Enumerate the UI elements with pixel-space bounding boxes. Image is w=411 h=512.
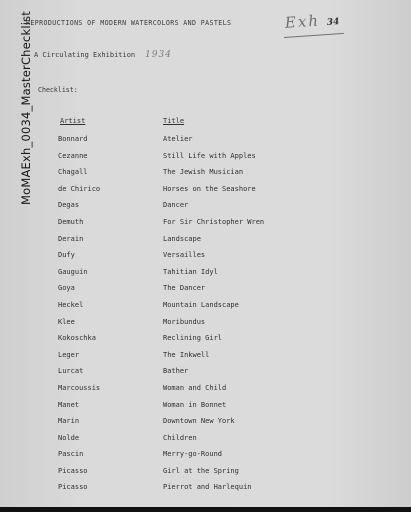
work-title: Horses on the Seashore [163, 184, 256, 193]
checklist-row [0, 301, 411, 318]
artist-name: Nolde [58, 433, 80, 442]
work-title: Downtown New York [163, 417, 235, 426]
checklist-row [0, 251, 411, 268]
work-title: Landscape [163, 234, 201, 243]
work-title: Bather [163, 367, 189, 376]
work-title: Still Life with Apples [163, 151, 256, 160]
artist-name: Dufy [58, 251, 75, 260]
checklist-row [0, 351, 411, 368]
handwritten-year: 1934 [145, 50, 172, 60]
artist-name: Gauguin [58, 267, 88, 276]
artist-name: Klee [58, 317, 75, 326]
artist-name: Picasso [58, 483, 88, 492]
work-title: Tahitian Idyl [163, 267, 218, 276]
work-title: Moribundus [163, 317, 206, 326]
work-title: Pierrot and Harlequin [163, 483, 252, 492]
artist-name: Chagall [58, 168, 88, 177]
document-subtitle: A Circulating Exhibition [34, 51, 136, 59]
artist-name: Goya [58, 284, 75, 293]
artist-column-header: Artist [60, 117, 86, 125]
work-title: The Jewish Musician [163, 168, 244, 177]
artist-name: Degas [58, 201, 80, 210]
artist-name: Bonnard [58, 135, 88, 143]
work-title: The Inkwell [163, 350, 210, 359]
checklist-row [0, 467, 411, 484]
artist-name: Marin [58, 417, 80, 426]
checklist-row [0, 135, 411, 152]
checklist-entries [0, 135, 411, 500]
artist-name: Demuth [58, 217, 84, 226]
title-column-header: Title [163, 117, 185, 125]
checklist-row [0, 185, 411, 202]
checklist-row [0, 152, 411, 169]
artist-name: Derain [58, 234, 84, 243]
artist-name: de Chirico [58, 184, 101, 193]
work-title: Merry-go-Round [163, 450, 223, 459]
work-title: Atelier [163, 135, 193, 143]
work-title: Mountain Landscape [163, 300, 239, 309]
artist-name: Manet [58, 400, 80, 409]
artist-name: Heckel [58, 300, 84, 309]
document-title: REPRODUCTIONS OF MODERN WATERCOLORS AND PASTELS [26, 19, 232, 27]
checklist-row [0, 201, 411, 218]
checklist-row [0, 284, 411, 301]
work-title: Woman in Bonnet [163, 400, 227, 409]
checklist-row [0, 334, 411, 351]
artist-name: Cezanne [58, 151, 88, 160]
checklist-row [0, 367, 411, 384]
work-title: Girl at the Spring [163, 466, 239, 475]
artist-name: Marcoussis [58, 383, 101, 392]
checklist-row [0, 417, 411, 434]
artist-name: Leger [58, 350, 80, 359]
checklist-row [0, 235, 411, 252]
archive-side-label: MoMAExh_0034_MasterChecklist [19, 10, 33, 206]
work-title: Woman and Child [163, 383, 227, 392]
checklist-row [0, 483, 411, 500]
work-title: Reclining Girl [163, 334, 223, 343]
artist-name: Pascin [58, 450, 84, 459]
work-title: For Sir Christopher Wren [163, 217, 265, 226]
work-title: Versailles [163, 251, 206, 260]
exhibition-number: 34 [326, 17, 340, 28]
checklist-row [0, 384, 411, 401]
checklist-row [0, 168, 411, 185]
work-title: The Dancer [163, 284, 206, 293]
artist-name: Kokoschka [58, 334, 96, 343]
checklist-row [0, 401, 411, 418]
checklist-row [0, 450, 411, 467]
exhibition-prefix: Exh [284, 11, 321, 32]
work-title: Children [163, 433, 197, 442]
checklist-row [0, 268, 411, 285]
checklist-label: Checklist: [38, 86, 78, 94]
exhibition-number-annotation [282, 10, 344, 38]
artist-name: Lurcat [58, 367, 84, 376]
work-title: Dancer [163, 201, 189, 210]
checklist-row [0, 218, 411, 235]
scan-border [0, 507, 411, 512]
checklist-row [0, 434, 411, 451]
artist-name: Picasso [58, 466, 88, 475]
checklist-row [0, 318, 411, 335]
